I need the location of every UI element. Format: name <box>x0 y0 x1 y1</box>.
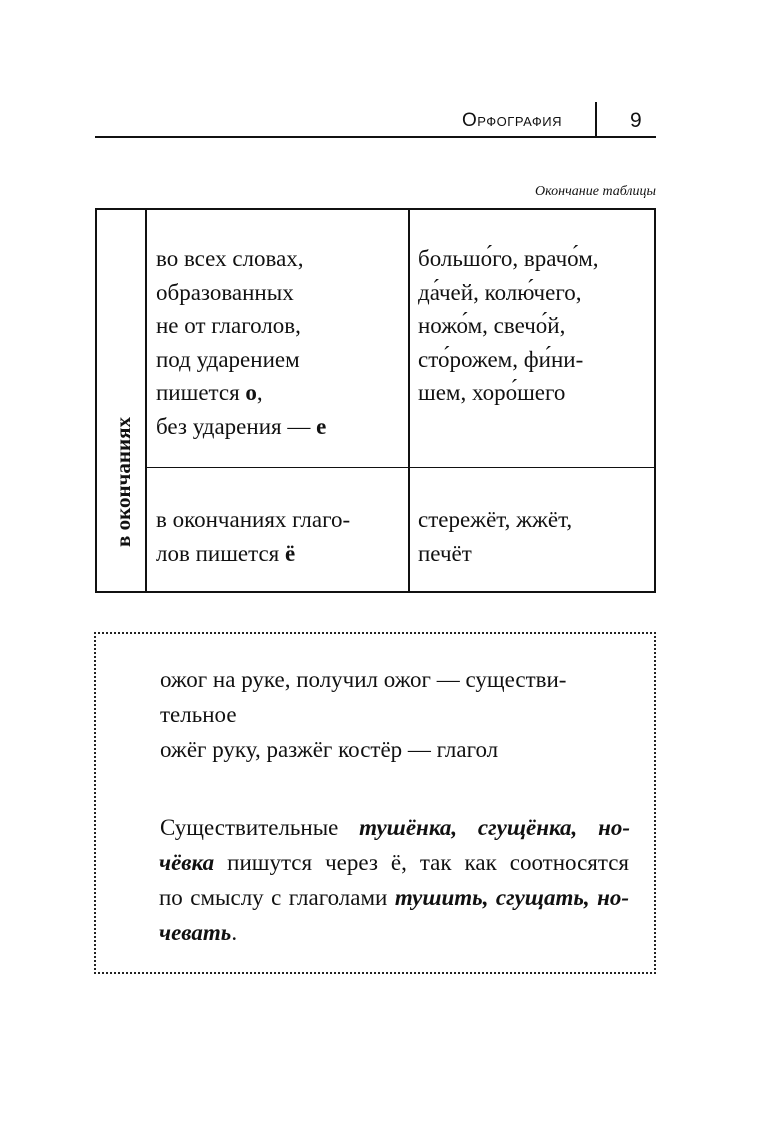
example-line: большо́го, врачо́м, <box>418 246 599 271</box>
rule-text: , <box>256 380 263 405</box>
note-paragraph <box>160 810 630 950</box>
table-caption: Окончание таблицы <box>535 184 656 199</box>
rule-line <box>156 410 326 444</box>
rule-text: пишется <box>156 380 246 405</box>
rule-text: лов пишется <box>156 540 285 566</box>
example-words: чёвка <box>159 850 215 875</box>
example-words: тушить, сгущать, но- <box>394 885 629 910</box>
row1-rule-cell <box>156 242 326 443</box>
paragraph-line <box>160 810 630 845</box>
rule-line <box>156 376 326 410</box>
rule-line: не от глаголов, <box>156 313 301 338</box>
table-row-divider <box>147 467 656 468</box>
rule-line: образованных <box>156 279 294 305</box>
row2-examples-cell <box>418 503 572 570</box>
page-number: 9 <box>630 109 642 132</box>
table-side-label: в окончаниях <box>111 417 135 547</box>
example-line: стережёт, жжёт, <box>418 507 573 532</box>
table-column-divider <box>408 208 410 593</box>
rule-line: под ударением <box>156 346 300 372</box>
example-words: чевать <box>159 920 232 945</box>
header-rule <box>95 136 656 138</box>
rule-line: во всех словах, <box>156 246 304 271</box>
row2-rule-cell <box>156 503 350 570</box>
row1-examples-cell <box>418 242 599 410</box>
rule-line: в окончаниях глаго- <box>156 507 351 532</box>
table-column-divider <box>145 208 147 593</box>
rule-text: без ударения — <box>156 413 317 439</box>
paragraph-line <box>159 880 629 915</box>
header-divider <box>595 102 597 136</box>
paragraph-text: по смыслу с глаголами <box>159 885 395 910</box>
letter-e: е <box>316 413 327 439</box>
example-line: печёт <box>418 540 472 566</box>
example-words: тушёнка, сгущёнка, но- <box>359 815 630 840</box>
paragraph-text: Существительные <box>160 815 360 840</box>
paragraph-text: пишутся через ё, так как соотносятся <box>214 850 629 875</box>
letter-o: о <box>245 380 257 405</box>
paragraph-text: . <box>231 920 238 945</box>
rule-line <box>156 537 350 571</box>
running-header-title: Орфография <box>462 110 562 131</box>
example-line: да́чей, колю́чего, <box>418 279 582 305</box>
note-line: ожог на руке, получил ожог — существи- <box>160 667 567 692</box>
example-line: сто́рожем, фи́ни- <box>418 346 584 372</box>
example-line: шем, хоро́шего <box>418 380 566 405</box>
note-line: ожёг руку, разжёг костёр — глагол <box>160 737 499 762</box>
example-line: ножо́м, свечо́й, <box>418 313 566 338</box>
paragraph-line <box>159 915 629 950</box>
note-line: тельное <box>160 702 237 727</box>
paragraph-line <box>159 845 629 880</box>
letter-yo: ё <box>285 540 296 566</box>
